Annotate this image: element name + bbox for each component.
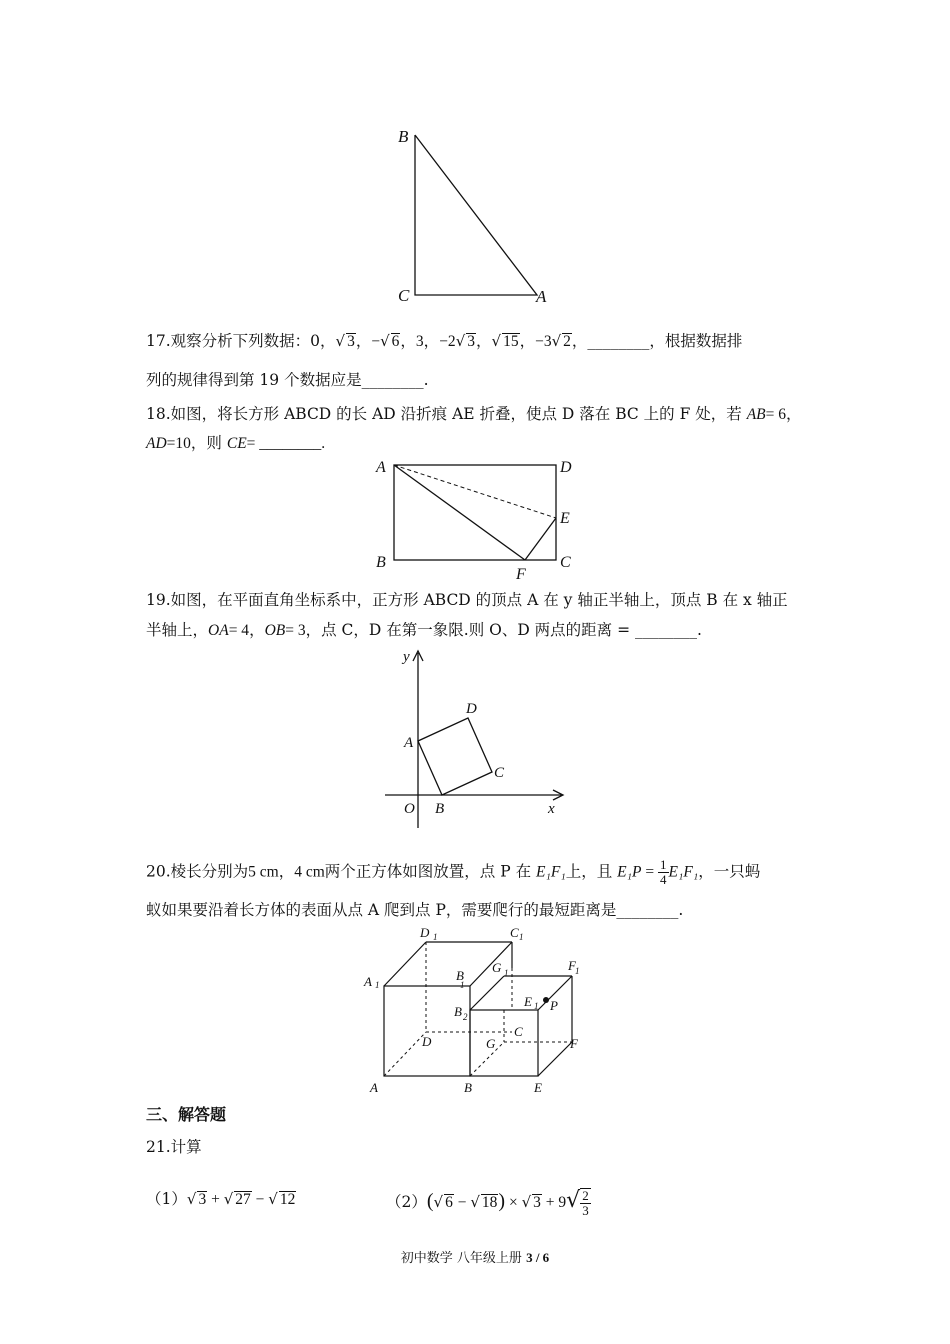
q17-term-7: 2 — [563, 333, 571, 350]
label-g: G — [486, 1036, 496, 1051]
label-f1: F — [568, 958, 576, 973]
q19-oa-val: = 4 — [228, 622, 250, 639]
q21-p2-den: 3 — [582, 1203, 589, 1218]
q21-p2-num: 2 — [582, 1188, 589, 1203]
q19-ob-val: = 3 — [285, 622, 306, 639]
page-footer — [0, 1247, 950, 1266]
q20-line1: 20.棱长分别为5 cm，4 cm两个正方体如图放置，点 P 在 E₁F₁上，且 E₁P = $\frac{1}{4}$ E₁F₁，一只蚂 — [146, 857, 761, 887]
label-b1: B — [456, 968, 464, 983]
label-a: A — [536, 287, 547, 306]
label-x: x — [548, 801, 555, 817]
q18-ad-val: =10 — [166, 435, 191, 452]
q21-p1-b: 27 — [235, 1191, 251, 1208]
q20-text-c: 上，且 — [565, 862, 618, 881]
q18-ab-val: = 6 — [765, 406, 787, 423]
label-a: A — [370, 1080, 378, 1095]
label-c1: C — [510, 925, 519, 940]
q17-term-2: 3 — [347, 333, 355, 350]
q18-ce: CE — [226, 435, 247, 452]
q21-p2-label: （2） — [386, 1193, 427, 1211]
label-e1: E — [524, 994, 532, 1009]
q17-term-3: 6 — [391, 333, 400, 350]
q17-lead: 17.观察分析下列数据：0， — [146, 332, 336, 350]
q21-p2-b: 18 — [481, 1194, 498, 1211]
sub-b1: 1 — [460, 980, 465, 990]
q17-line2: 列的规律得到第 19 个数据应是________. — [146, 371, 429, 389]
q19-ob: OB — [264, 622, 286, 639]
q20-fraction — [658, 858, 669, 887]
label-c: C — [398, 286, 410, 305]
section-title: 三、解答题 — [146, 1105, 227, 1124]
q17-coef-7: −3 — [535, 333, 552, 350]
q17-term-4: 3 — [415, 333, 424, 350]
q19-text-a: 半轴上， — [146, 621, 209, 639]
sub-b2: 2 — [463, 1012, 468, 1022]
label-d1: D — [420, 925, 430, 940]
label-c: C — [514, 1024, 523, 1039]
sub-a1: 1 — [375, 980, 380, 990]
coordinate-square-figure — [380, 645, 570, 835]
footer-text: 初中数学 八年级上册 — [400, 1251, 527, 1266]
q20-text-b: 两个正方体如图放置，点 P 在 — [324, 862, 537, 881]
sub-g1: 1 — [504, 968, 509, 978]
q18-ad: AD — [146, 435, 167, 452]
label-p: P — [550, 998, 558, 1013]
q20-frac-den: 4 — [660, 872, 667, 887]
rectangle-fold-figure — [370, 455, 580, 585]
q17-minus: − — [371, 333, 381, 350]
q17-coef-5: −2 — [439, 333, 456, 350]
q21-part2: （2）(√ 6 − √ 18) × √ 3 + 9√ $\frac{2}{3}$ — [386, 1188, 589, 1218]
q20-e1p: E₁P — [617, 863, 642, 881]
point-p — [543, 997, 549, 1003]
label-b: B — [376, 554, 386, 571]
q21-p2-a: 6 — [445, 1194, 453, 1211]
sub-c1: 1 — [519, 932, 524, 942]
q21-p1-label: （1） — [146, 1190, 187, 1208]
label-a1: A — [364, 974, 372, 989]
triangle-figure — [390, 120, 560, 310]
label-g1: G — [492, 960, 502, 975]
q18-ab: AB — [746, 406, 766, 423]
q17-line1: 17.观察分析下列数据：0，√ 3，−√ 6，3，−2√ 3，√ 15，−3√ 2，________，根据数据排 — [146, 332, 743, 350]
label-c: C — [560, 554, 571, 571]
q19-line2: 半轴上，OA= 4，OB= 3，点 C，D 在第一象限.则 O、D 两点的距离 = ________. — [146, 621, 702, 639]
q20-len1: 5 cm — [248, 863, 279, 881]
label-b: B — [435, 801, 445, 817]
q18-line1: 18.如图，将长方形 ABCD 的长 AD 沿折痕 AE 折叠，使点 D 落在 BC 上的 F 处，若 AB= 6， — [146, 405, 802, 423]
q21-p2-coef: 9 — [558, 1194, 567, 1211]
q20-e1f1: E₁F₁ — [536, 863, 566, 881]
sub-e1: 1 — [534, 1001, 539, 1011]
q20-line2: 蚁如果要沿着长方体的表面从点 A 爬到点 P，需要爬行的最短距离是________. — [146, 901, 684, 919]
q21-title: 21.计算 — [146, 1138, 202, 1156]
q20-len2: 4 cm — [294, 863, 325, 881]
label-b: B — [464, 1080, 472, 1095]
label-d: D — [560, 459, 572, 476]
q19-oa: OA — [208, 622, 229, 639]
label-c: C — [494, 765, 505, 781]
q21-p1-c: 12 — [279, 1191, 296, 1208]
q17-blank: ________ — [587, 332, 650, 350]
label-d: D — [422, 1034, 432, 1049]
q18-ce-tail: = ________. — [246, 435, 326, 452]
q21-part1: （1）√ 3 + √ 27 − √ 12 — [146, 1190, 296, 1208]
q19-line1: 19.如图，在平面直角坐标系中，正方形 ABCD 的顶点 A 在 y 轴正半轴上，顶点 B 在 x 轴正 — [146, 591, 788, 609]
q18-line2 — [146, 432, 325, 455]
label-f: F — [516, 566, 526, 583]
q18-text: 18.如图，将长方形 ABCD 的长 AD 沿折痕 AE 折叠，使点 D 落在 BC 上的 F 处，若 — [146, 405, 747, 423]
label-f: F — [570, 1036, 578, 1051]
q20-frac-num: 1 — [660, 857, 667, 872]
label-e: E — [534, 1080, 542, 1095]
sub-f1: 1 — [575, 966, 580, 976]
label-b2: B — [454, 1004, 462, 1019]
q21-p1-a: 3 — [198, 1191, 207, 1208]
label-a: A — [376, 459, 386, 476]
label-o: O — [404, 801, 415, 817]
q21-p2-c: 3 — [533, 1194, 541, 1211]
sub-d1: 1 — [433, 932, 438, 942]
q20-text-d: ，一只蚂 — [698, 862, 761, 881]
label-d: D — [466, 701, 477, 717]
label-b: B — [398, 127, 409, 146]
q17-term-6: 15 — [503, 333, 519, 350]
label-y: y — [403, 649, 410, 665]
q19-text-b: ，点 C，D 在第一象限.则 O、D 两点的距离 = ________. — [305, 621, 702, 639]
q21-p2-fraction — [580, 1188, 591, 1218]
q18-mid: ，则 — [190, 434, 227, 452]
label-a: A — [404, 735, 414, 751]
page-number: 3 / 6 — [526, 1250, 550, 1265]
q20-text-a: 20.棱长分别为 — [146, 862, 249, 881]
q20-e1f1-2: E₁F₁ — [668, 863, 699, 881]
q17-term-5: 3 — [467, 333, 475, 350]
q17-tail: ，根据数据排 — [649, 332, 743, 350]
label-e: E — [560, 510, 570, 527]
two-cubes-figure — [360, 920, 600, 1100]
